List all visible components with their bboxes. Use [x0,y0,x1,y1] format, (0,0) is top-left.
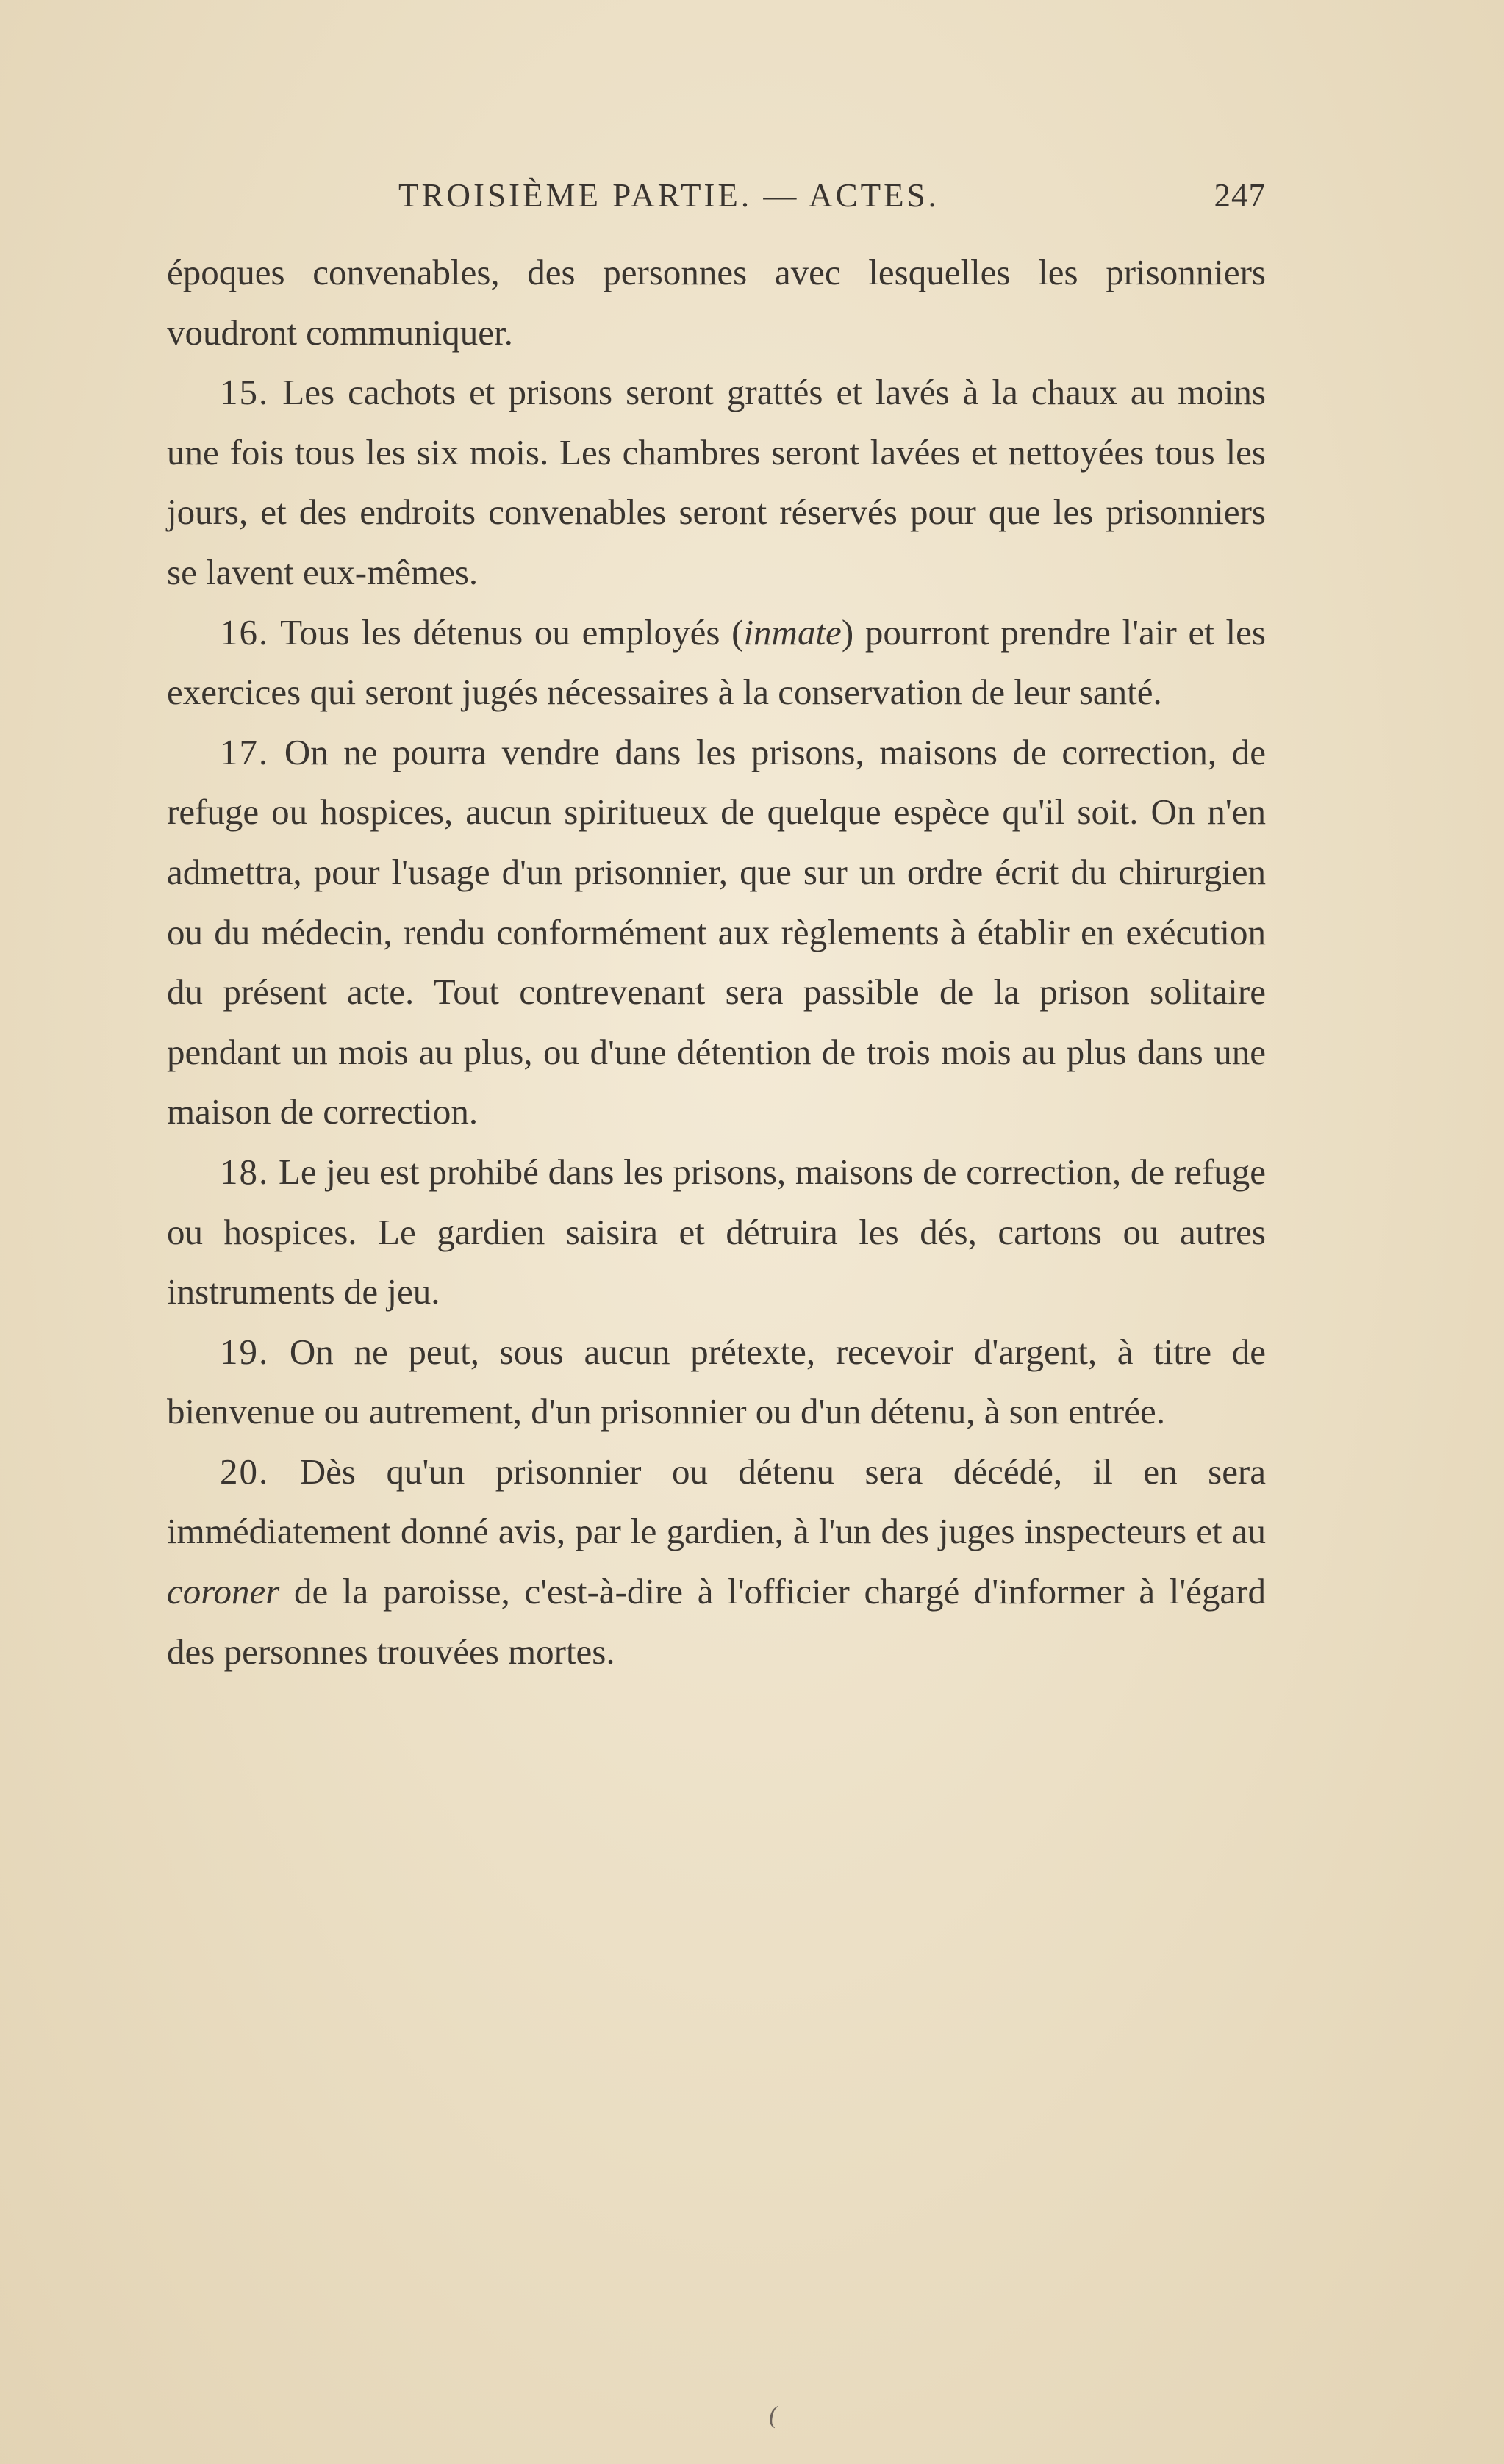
article-text-before: Tous les détenus ou employés ( [280,611,744,653]
article-number: 20. [220,1451,270,1492]
article-number: 17. [220,731,270,772]
body-text [167,243,1266,1681]
article-text: On ne peut, sous aucun prétexte, recevoir d'argent, à titre de bienvenue ou autrement, d'un prisonnier ou d'un détenu, à son entrée. [167,1331,1266,1432]
article-16 [167,603,1266,722]
article-text-before: Dès qu'un prisonnier ou détenu sera décédé, il en sera immédiatement donné avis, par le gardien, à l'un des juges inspecteurs et au [167,1451,1267,1552]
article-15 [167,362,1266,602]
article-17 [167,722,1266,1142]
paragraph-text: époques convenables, des personnes avec lesquelles les prisonniers voudront communiquer. [167,252,1266,353]
italic-term: coroner [167,1571,280,1612]
article-number: 19. [220,1331,270,1372]
article-text-after: ) pourront prendre l'air et les exercices qui seront jugés nécessaires à la conservation de leur santé. [167,611,1266,713]
running-title: TROISIÈME PARTIE. — ACTES. [398,177,939,214]
article-text-after: de la paroisse, c'est-à-dire à l'officier chargé d'informer à l'égard des personnes trouvées mortes. [167,1571,1266,1672]
article-18 [167,1142,1266,1322]
article-text: On ne pourra vendre dans les prisons, maisons de correction, de refuge ou hospices, aucun spiritueux de quelque espèce qu'il soit. On n'en admettra, pour l'usage d'un prisonnier, que sur un ordre écrit du chirurgien ou du médecin, rendu conformément aux règlements à établir en exécution du présent acte. Tout contrevenant sera passible de la prison solitaire pendant un mois au plus, ou d'une détention de trois mois au plus dans une maison de correction. [167,731,1267,1132]
article-text: Les cachots et prisons seront grattés et lavés à la chaux au moins une fois tous les six mois. Les chambres seront lavées et nettoyées tous les jours, et des endroits convenables seront réservés pour que les prisonniers se lavent eux-mêmes. [167,372,1266,592]
article-number: 15. [220,372,270,413]
article-number: 16. [220,611,270,653]
stray-mark: ( [769,2402,778,2429]
article-text: Le jeu est prohibé dans les prisons, maisons de correction, de refuge ou hospices. Le gardien saisira et détruira les dés, cartons ou autres instruments de jeu. [167,1151,1266,1312]
page-number: 247 [1214,177,1266,214]
italic-term: inmate [743,611,842,653]
article-19 [167,1322,1266,1442]
article-20 [167,1442,1266,1681]
article-number: 18. [220,1151,270,1192]
paragraph-continuation [167,243,1266,362]
